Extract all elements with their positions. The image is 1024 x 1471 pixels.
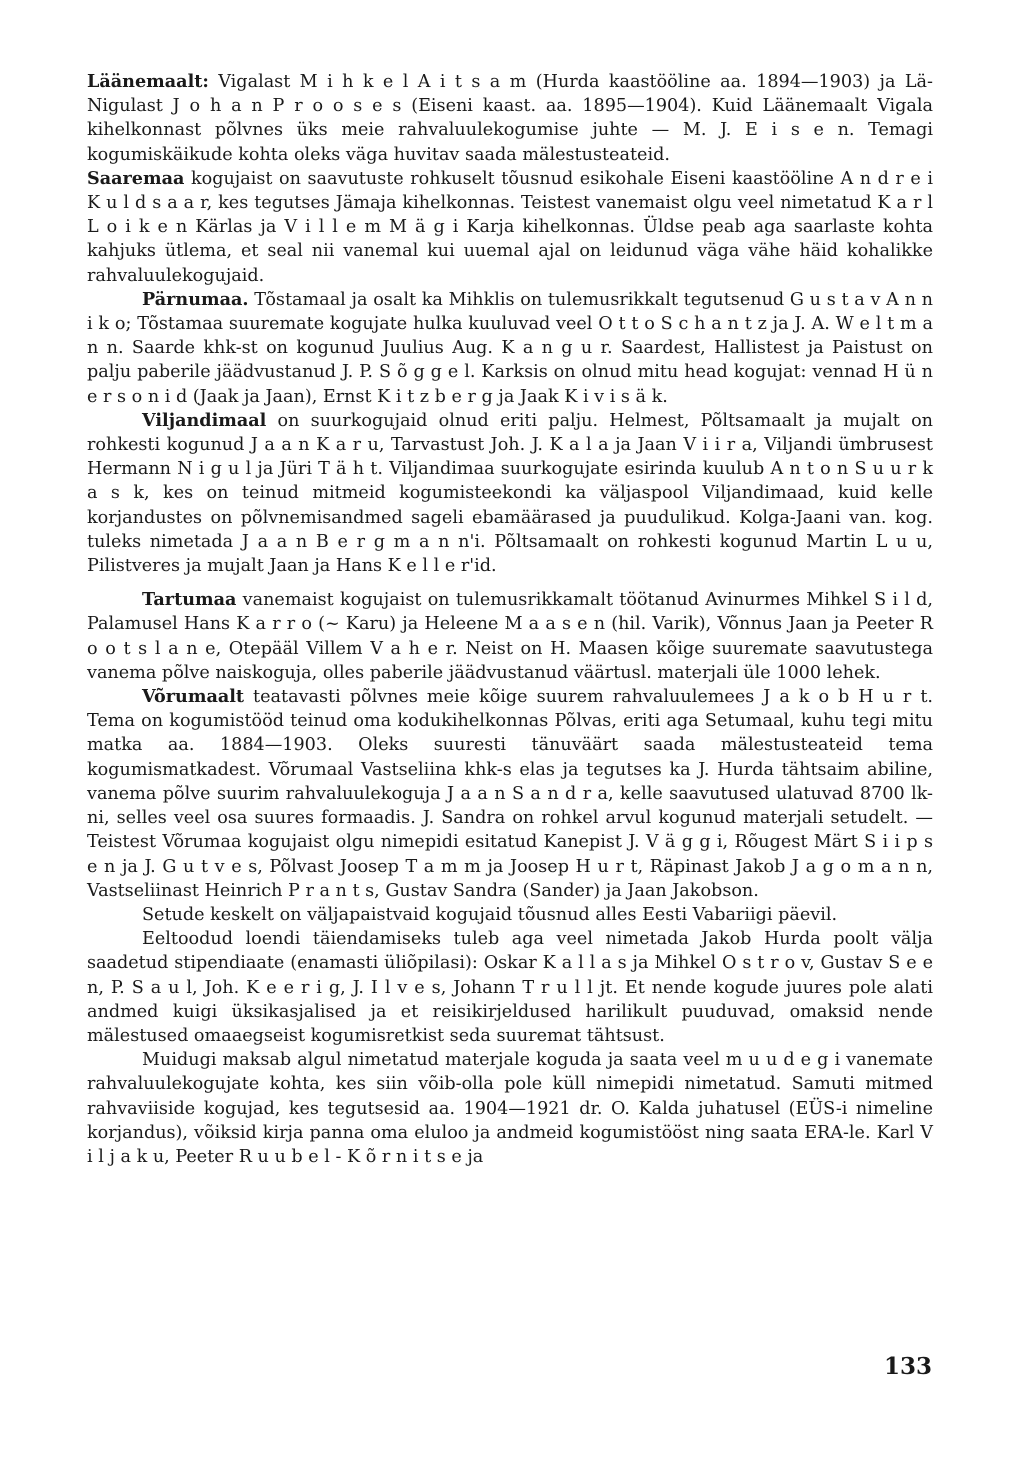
region-heading: Pärnumaa.: [142, 288, 249, 310]
paragraph-text: teatavasti põlvnes meie kõige suurem rahvaluulemees J a k o b H u r t. Tema on kogumistööd teinud oma kodukihelkonnas Põlvas, eriti aga Setumaal, kuhu tegi mitu matka aa. 1884—1903. Oleks suuresti tänuväärt saada mälestusteateid tema kogumismatkadest. Võrumaal Vastseliina khk-s elas ja tegutses ka J. Hurda tähtsaim abiline, vanema põlve suurim rahvaluulekoguja J a a n S a n d r a, kelle saavutused ulatuvad 8700 lk-ni, selles veel osa suures formaadis. J. Sandra on rohkel arvul kogunud materjali setudelt. — Teistest Võrumaa kogujaist olgu nimepidi esitatud Kanepist J. V ä g g i, Rõugest Märt S i i p s e n ja J. G u t v e s, Põlvast Joosep T a m m ja Joosep H u r t, Räpinast Jakob J a g o m a n n, Vastseliinast Heinrich P r a n t s, Gustav Sandra (Sander) ja Jaan Jakobson.: [87, 687, 933, 901]
paragraph-text: Muidugi maksab algul nimetatud materjale koguda ja saata veel m u u d e g i vanemate rahvaluulekogujate kohta, kes siin võib-olla pole küll nimepidi nimetatud. Samuti mitmed rahvaviiside kogujad, kes tegutsesid aa. 1904—1921 dr. O. Kalda juhatusel (EÜS-i nimeline korjandus), võiksid kirja panna oma eluloo ja andmeid kogumistööst ning saata ERA-le. Karl V i l j a k u, Peeter R u u b e l - K õ r n i t s e ja: [87, 1050, 933, 1167]
page-number: 133: [883, 1353, 932, 1380]
paragraph-text: kogujaist on saavutuste rohkuselt tõusnud esikohale Eiseni kaastööline A n d r e i K u l d s a a r, kes tegutses Jämaja kihelkonnas. Teistest vanemaist olgu veel nimetatud K a r l L o i k e n Kärlas ja V i l l e m M ä g i Karja kihelkonnas. Üldse peab aga saarlaste kohta kahjuks ütlema, et seal nii vanemal kui uuemal ajal on leidunud väga vähe häid kohalikke rahvaluulekogujaid.: [87, 168, 933, 286]
paragraph-text: Setude keskelt on väljapaistvaid kogujaid tõusnud alles Eesti Vabariigi päevil.: [142, 904, 838, 925]
paragraph-saaremaa: [87, 167, 933, 288]
paragraph-parnumaa: [87, 288, 933, 409]
paragraph-text: Eeltoodud loendi täiendamiseks tuleb aga veel nimetada Jakob Hurda poolt välja saadetud stipendiaate (enamasti üliõpilasi): Oskar K a l l a s ja Mihkel O s t r o v, Gustav S e e n, P. S a u l, Joh. K e e r i g, J. I l v e s, Johann T r u l l jt. Et nende kogude juures pole alati andmed kuigi üksikasjalised ja et reisikirjeldused harilikult puuduvad, omaksid nende mälestused omaaegseist kogumisretkist seda suuremat tähtsust.: [87, 929, 933, 1046]
paragraph-muidugi: [87, 1048, 933, 1169]
paragraph-laanemaa: [87, 70, 933, 167]
document-page: [87, 70, 933, 1169]
paragraph-setud: [87, 903, 933, 927]
paragraph-stipendiaadid: [87, 927, 933, 1048]
paragraph-text: vanemaist kogujaist on tulemusrikkamalt töötanud Avinurmes Mihkel S i l d, Palamusel Hans K a r r o (~ Karu) ja Heleene M a a s e n (hil. Varik), Võnnus Jaan ja Peeter R o o t s l a n e, Otepääl Villem V a h e r. Neist on H. Maasen kõige suuremate saavutustega vanema põlve naiskoguja, olles paberile jäädvustanud väärtusl. materjali üle 1000 lehek.: [87, 590, 933, 683]
paragraph-viljandimaa: [87, 409, 933, 578]
region-heading: Viljandimaal: [142, 409, 267, 431]
region-heading: Võrumaalt: [142, 686, 245, 708]
paragraph-tartumaa: [87, 588, 933, 685]
paragraph-gap: [87, 578, 933, 588]
paragraph-vorumaa: [87, 685, 933, 903]
region-heading: Tartumaa: [142, 589, 237, 611]
paragraph-text: on suurkogujaid olnud eriti palju. Helmest, Põltsamaalt ja mujalt on rohkesti kogunud J a a n K a r u, Tarvastust Joh. J. K a l a ja Jaan V i i r a, Viljandi ümbrusest Hermann N i g u l ja Jüri T ä h t. Viljandimaa suurkogujate esirinda kuulub A n t o n S u u r k a s k, kes on teinud mitmeid kogumisteekondi ka väljaspool Viljandimaad, kuid kelle korjandustes on põlvnemisandmed sageli ebamäärased ja puudulikud. Kolga-Jaani van. kog. tuleks nimetada J a a n B e r g m a n n'i. Põltsamaalt on rohkesti kogunud Martin L u u, Pilistveres ja mujalt Jaan ja Hans K e l l e r'id.: [87, 410, 933, 577]
paragraph-text: Vigalast M i h k e l A i t s a m (Hurda kaastööline aa. 1894—1903) ja Lä-Nigulast J o h a n P r o o s e s (Eiseni kaast. aa. 1895—1904). Kuid Läänemaalt Vigala kihelkonnast põlvnes üks meie rahvaluulekogumise juhte — M. J. E i s e n. Temagi kogumiskäikude kohta oleks väga huvitav saada mälestusteateid.: [87, 72, 933, 165]
region-heading: Saaremaa: [87, 167, 185, 189]
paragraph-text: Tõstamaal ja osalt ka Mihklis on tulemusrikkalt tegutsenud G u s t a v A n n i k o; Tõstamaa suuremate kogujate hulka kuuluvad veel O t t o S c h a n t z ja J. A. W e l t m a n n. Saarde khk-st on kogunud Juulius Aug. K a n g u r. Saardest, Hallistest ja Paistust on palju paberile jäädvustanud J. P. S õ g g e l. Karksis on olnud mitu head kogujat: vennad H ü n e r s o n i d (Jaak ja Jaan), Ernst K i t z b e r g ja Jaak K i v i s ä k.: [87, 289, 933, 407]
region-heading: Läänemaalt:: [87, 71, 209, 92]
